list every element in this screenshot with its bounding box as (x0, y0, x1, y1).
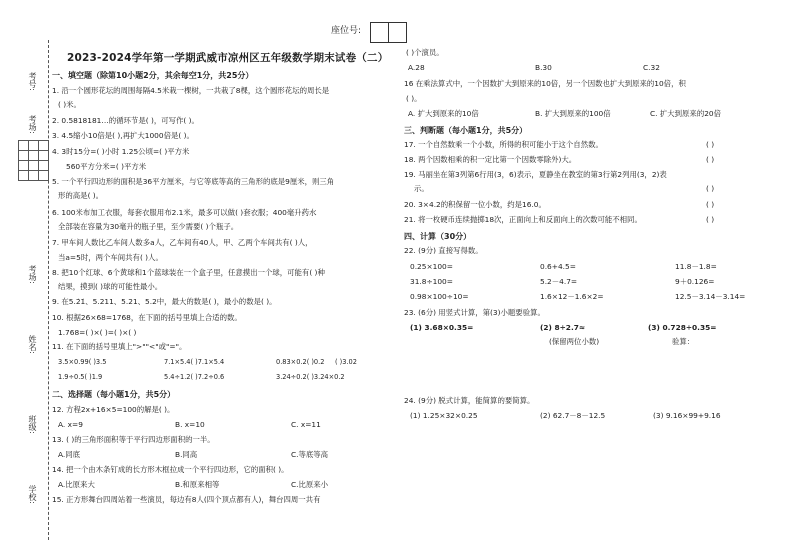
q7-line2: 当a=5时，两个车间共有( )人。 (58, 253, 163, 262)
q19-paren[interactable]: ( ) (706, 184, 715, 193)
margin-label-seat: 考场: (28, 265, 37, 284)
q24-item-2: (2) 62.7－8－12.5 (540, 411, 606, 420)
q12-opt-b[interactable]: B. x=10 (175, 420, 205, 429)
q14: 14. 把一个由木条钉成的长方形木框拉成一个平行四边形，它的面积( )。 (52, 465, 289, 474)
q24: 24. (9分) 脱式计算，能简算的要简算。 (404, 396, 535, 405)
q16-opt-b[interactable]: B. 扩大到原来的100倍 (535, 109, 611, 118)
q17-paren[interactable]: ( ) (706, 140, 715, 149)
q1-line1: 1. 沿一个圆形花坛的周围每隔4.5米栽一棵树，一共栽了8棵，这个圆形花坛的周长是 (52, 86, 330, 95)
q13-opt-c[interactable]: C.等底等高 (291, 450, 329, 459)
q23-item-3: (3) 0.728÷0.35= (648, 323, 717, 332)
seat-box-1[interactable] (370, 22, 389, 43)
q23-item-2: (2) 8÷2.7≈ (540, 323, 586, 332)
calc-2-3: 9＋0.126= (675, 277, 715, 286)
margin-label-name: 姓名: (28, 335, 37, 354)
seat-label: 座位号: (331, 26, 362, 36)
binding-line (48, 40, 49, 540)
cmp-2-2: 5.4÷1.2( )7.2÷0.6 (164, 373, 225, 381)
q12-opt-c[interactable]: C. x=11 (291, 420, 321, 429)
q3: 3. 4.5缩小10倍是( ),再扩大1000倍是( )。 (52, 131, 194, 140)
q9: 9. 在5.2̇1̇、5.211、5.21、5.2中，最大的数是( )，最小的数是( )。 (52, 297, 277, 306)
q13-opt-b[interactable]: B.同高 (175, 450, 198, 459)
calc-1-1: 0.25×100= (410, 262, 453, 271)
calc-3-1: 0.98×100÷10= (410, 292, 469, 301)
calc-1-2: 0.6+4.5= (540, 262, 576, 271)
q17: 17. 一个自然数乘一个小数，所得的积可能小于这个自然数。 (404, 140, 603, 149)
q23-note-verify: 验算： (672, 337, 695, 346)
margin-label-school: 学校: (28, 485, 37, 504)
q22: 22. (9分) 直接写得数。 (404, 246, 483, 255)
section4-header: 四、计算（30分） (404, 232, 472, 241)
section2-header: 二、选择题（每小题1分，共5分） (52, 390, 176, 399)
calc-1-3: 11.8－1.8= (675, 262, 717, 271)
page-title: 2023-2024学年第一学期武威市凉州区五年级数学期末试卷（二） (67, 52, 389, 64)
q6-line2: 全部装在容量为30毫升的瓶子里，至少需要( )个瓶子。 (58, 222, 239, 231)
q7-line1: 7. 甲车间人数比乙车间人数多a人，乙车间有40人，甲、乙两个车间共有( )人， (52, 238, 313, 247)
q8-line1: 8. 把10个红球、6个黄球和1个蓝球装在一个盒子里，任意摸出一个球，可能有( )种 (52, 268, 325, 277)
q10-line1: 10. 根据26×68=1768，在下面的括号里填上合适的数。 (52, 313, 242, 322)
q14-opt-b[interactable]: B.和原来相等 (175, 480, 220, 489)
q23: 23. (6分) 用竖式计算，第(3)小题要验算。 (404, 308, 545, 317)
seat-box-2[interactable] (388, 22, 407, 43)
q1-line2: ( )米。 (58, 100, 81, 109)
cmp-1-4: ( )3.02 (335, 358, 357, 366)
q14-opt-c[interactable]: C.比原来小 (291, 480, 329, 489)
q18: 18. 两个因数相乘的积一定比第一个因数零除外)大。 (404, 155, 577, 164)
q13-opt-a[interactable]: A.同底 (58, 450, 81, 459)
q18-paren[interactable]: ( ) (706, 155, 715, 164)
q4-line1: 4. 3时15分=( )小时 1.25公顷=( )平方米 (52, 147, 190, 156)
q12-opt-a[interactable]: A. x=9 (58, 420, 83, 429)
q2: 2. 0.5818181…的循环节是( )，可写作( )。 (52, 116, 199, 125)
q12: 12. 方程2x+16×5=100的解是( )。 (52, 405, 175, 414)
margin-label-exam-id: 考号: (28, 72, 37, 91)
q4-line2: 560平方分米=( )平方米 (66, 162, 147, 171)
margin-label-class: 班级: (28, 415, 37, 434)
q19-line2: 示。 (414, 184, 429, 193)
section1-header: 一、填空题（除第10小题2分，其余每空1分，共25分） (52, 71, 254, 80)
q5-line1: 5. 一个平行四边形的面积是36平方厘米，与它等底等高的三角形的底是9厘米，则三角 (52, 177, 335, 186)
q13: 13. ( )的三角形面积等于平行四边形面积的一半。 (52, 435, 215, 444)
cmp-1-1: 3.5×0.99( )3.5 (58, 358, 107, 366)
cmp-2-3: 3.24÷0.2( )3.24×0.2 (276, 373, 345, 381)
exam-id-grid[interactable] (18, 140, 49, 181)
q15-line2: ( )个演员。 (406, 48, 444, 57)
section3-header: 三、判断题（每小题1分，共5分） (404, 126, 528, 135)
q23-note-round: (保留两位小数) (549, 337, 600, 346)
q20-paren[interactable]: ( ) (706, 200, 715, 209)
q21: 21. 将一枚硬币连续抛掷18次，正面向上和反面向上的次数可能不相同。 (404, 215, 642, 224)
q14-opt-a[interactable]: A.比原来大 (58, 480, 95, 489)
q6-line1: 6. 100米布加工衣服，每套衣服用布2.1米，最多可以做( )套衣服；400毫升药水 (52, 208, 317, 217)
q16-line2: ( )。 (406, 94, 422, 103)
q15-opt-a[interactable]: A.28 (408, 63, 425, 72)
cmp-1-3: 0.83×0.2( )0.2 (276, 358, 325, 366)
q19-line1: 19. 马丽坐在第3列第6行用(3，6)表示，夏静坐在教室的第3行第2列用(3，2)表 (404, 170, 667, 179)
q21-paren[interactable]: ( ) (706, 215, 715, 224)
q10-line2: 1.768=( )×( )=( )×( ) (58, 328, 137, 337)
q16-opt-a[interactable]: A. 扩大到原来的10倍 (408, 109, 479, 118)
q24-item-3: (3) 9.16×99+9.16 (653, 411, 721, 420)
q15-opt-b[interactable]: B.30 (535, 63, 552, 72)
calc-2-1: 31.8÷100= (410, 277, 453, 286)
cmp-1-2: 7.1×5.4( )7.1×5.4 (164, 358, 225, 366)
q23-item-1: (1) 3.68×0.35= (410, 323, 474, 332)
q5-line2: 形的高是( )。 (58, 191, 104, 200)
q16-opt-c[interactable]: C. 扩大到原来的20倍 (650, 109, 721, 118)
q24-item-1: (1) 1.25×32×0.25 (410, 411, 478, 420)
q16-line1: 16 在乘法算式中，一个因数扩大到原来的10倍，另一个因数也扩大到原来的10倍，积 (404, 79, 686, 88)
q15-opt-c[interactable]: C.32 (643, 63, 660, 72)
margin-label-room: 考场: (28, 115, 37, 134)
cmp-2-1: 1.9÷0.5( )1.9 (58, 373, 103, 381)
calc-2-2: 5.2－4.7= (540, 277, 578, 286)
q11: 11. 在下面的括号里填上">""<"或"="。 (52, 342, 187, 351)
calc-3-3: 12.5－3.14－3.14= (675, 292, 746, 301)
q20: 20. 3×4.2的积保留一位小数，约是16.0。 (404, 200, 546, 209)
q8-line2: 结果，摸到( )球的可能性最小。 (58, 282, 163, 291)
q15-line1: 15. 正方形舞台四周站着一些演员，每边有8人(四个顶点都有人)，舞台四周一共有 (52, 495, 321, 504)
calc-3-2: 1.6×12－1.6×2= (540, 292, 604, 301)
